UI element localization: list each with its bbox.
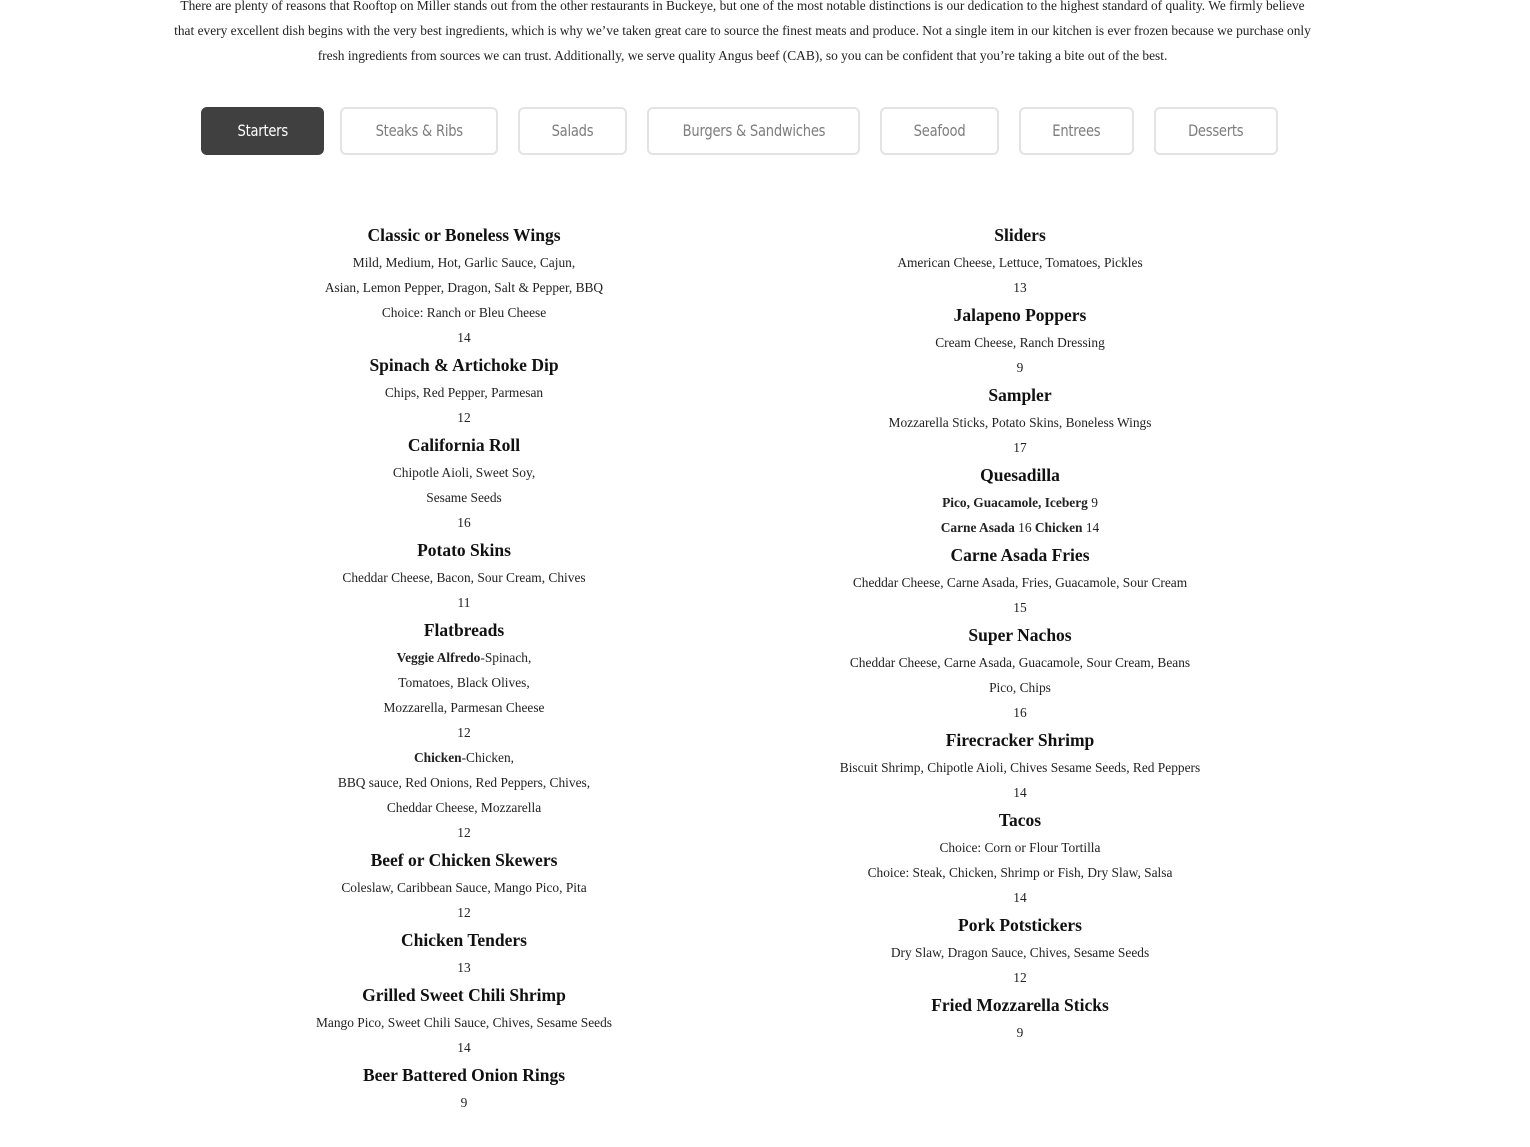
item-name: Sliders	[994, 225, 1046, 245]
tab-label: Entrees	[1052, 121, 1101, 140]
tab-starters[interactable]	[201, 107, 324, 155]
menu-item	[234, 535, 694, 615]
item-name: Chicken Tenders	[401, 930, 527, 950]
menu-item	[790, 990, 1250, 1045]
item-description: Pico, Chips	[989, 680, 1051, 695]
item-price: 12	[457, 410, 471, 425]
item-description: Mozzarella Sticks, Potato Skins, Boneless Wings	[888, 415, 1152, 430]
menu-item	[790, 725, 1250, 805]
item-description: Biscuit Shrimp, Chipotle Aioli, Chives Sesame Seeds, Red Peppers	[839, 760, 1201, 775]
item-description: Tomatoes, Black Olives,	[398, 675, 530, 690]
sub-item-name: Chicken	[413, 750, 462, 765]
tab-burgers-sandwiches[interactable]	[647, 107, 860, 155]
item-description: Sesame Seeds	[426, 490, 502, 505]
sub-item-name: Veggie Alfredo	[396, 650, 481, 665]
tab-desserts[interactable]	[1154, 107, 1278, 155]
item-name: Beer Battered Onion Rings	[362, 1065, 566, 1085]
item-price: 9	[460, 1095, 468, 1110]
menu-column-left	[234, 220, 694, 1115]
item-description	[234, 745, 694, 770]
item-name: California Roll	[407, 435, 521, 455]
tab-label: Burgers & Sandwiches	[682, 121, 825, 140]
tab-salads[interactable]	[518, 107, 627, 155]
item-price: 12	[457, 825, 471, 840]
item-price: 14	[457, 1040, 471, 1055]
item-description: Mango Pico, Sweet Chili Sauce, Chives, Sesame Seeds	[315, 1015, 613, 1030]
item-description: Coleslaw, Caribbean Sauce, Mango Pico, Pita	[341, 880, 587, 895]
tab-steaks-ribs[interactable]	[340, 107, 498, 155]
tab-seafood[interactable]	[880, 107, 999, 155]
menu-item	[234, 980, 694, 1060]
item-price: 9	[1016, 360, 1024, 375]
menu-item	[790, 380, 1250, 460]
item-price: 14	[1013, 785, 1027, 800]
item-description: Choice: Steak, Chicken, Shrimp or Fish, Dry Slaw, Salsa	[867, 865, 1173, 880]
tab-label: Starters	[237, 121, 288, 140]
item-price: 17	[1013, 440, 1027, 455]
item-description: Cheddar Cheese, Carne Asada, Fries, Guacamole, Sour Cream	[852, 575, 1188, 590]
tab-label: Steaks & Ribs	[375, 121, 463, 140]
item-name: Potato Skins	[417, 540, 511, 560]
menu-item	[234, 430, 694, 535]
item-price: 9	[1016, 1025, 1024, 1040]
item-name: Grilled Sweet Chili Shrimp	[362, 985, 566, 1005]
menu-item	[234, 350, 694, 430]
menu-item	[790, 220, 1250, 300]
menu-item	[234, 1060, 694, 1115]
item-price: 16	[1013, 705, 1027, 720]
item-name: Jalapeno Poppers	[953, 305, 1087, 325]
tab-label: Seafood	[913, 121, 966, 140]
item-name: Tacos	[998, 810, 1042, 830]
item-price: 14	[1013, 890, 1027, 905]
item-description: BBQ sauce, Red Onions, Red Peppers, Chives,	[337, 775, 591, 790]
item-description: Cheddar Cheese, Bacon, Sour Cream, Chives	[342, 570, 586, 585]
item-description: Mild, Medium, Hot, Garlic Sauce, Cajun,	[352, 255, 576, 270]
menu-item	[790, 300, 1250, 380]
option-name: Chicken	[1034, 520, 1083, 535]
tab-entrees[interactable]	[1019, 107, 1134, 155]
menu-column-right	[790, 220, 1250, 1045]
menu-item	[790, 910, 1250, 990]
item-description: Cheddar Cheese, Mozzarella	[386, 800, 542, 815]
menu-item	[790, 805, 1250, 910]
tab-label: Desserts	[1188, 121, 1244, 140]
item-description: Cheddar Cheese, Carne Asada, Guacamole, Sour Cream, Beans	[849, 655, 1191, 670]
item-price: 15	[1013, 600, 1027, 615]
menu-item	[790, 540, 1250, 620]
item-price: 14	[457, 330, 471, 345]
item-price: 12	[457, 905, 471, 920]
item-price: 11	[457, 595, 471, 610]
item-description	[234, 645, 694, 670]
menu-item	[790, 620, 1250, 725]
item-description: Choice: Ranch or Bleu Cheese	[381, 305, 547, 320]
item-name: Pork Potstickers	[958, 915, 1082, 935]
option-price: 9	[1091, 495, 1098, 510]
sub-item-description: -Spinach,	[480, 650, 532, 665]
item-description: Chips, Red Pepper, Parmesan	[384, 385, 544, 400]
item-price: 13	[457, 960, 471, 975]
option-price: 14	[1085, 520, 1100, 535]
item-name: Super Nachos	[968, 625, 1072, 645]
item-option-line	[790, 490, 1250, 515]
item-price: 12	[457, 725, 471, 740]
option-name: Carne Asada	[940, 520, 1015, 535]
menu-item	[234, 925, 694, 980]
item-description: Mozzarella, Parmesan Cheese	[383, 700, 545, 715]
item-description: Asian, Lemon Pepper, Dragon, Salt & Pepper, BBQ	[324, 280, 604, 295]
option-price: 16	[1018, 520, 1032, 535]
menu-item	[234, 220, 694, 350]
item-name: Sampler	[988, 385, 1052, 405]
item-name: Carne Asada Fries	[950, 545, 1090, 565]
option-name: Pico, Guacamole, Iceberg	[942, 495, 1088, 510]
item-name: Flatbreads	[423, 620, 505, 640]
item-price: 12	[1013, 970, 1027, 985]
menu-item	[234, 845, 694, 925]
item-description: Chipotle Aioli, Sweet Soy,	[392, 465, 536, 480]
item-name: Beef or Chicken Skewers	[370, 850, 558, 870]
item-name: Fried Mozzarella Sticks	[931, 995, 1109, 1015]
sub-item-description: -Chicken,	[461, 750, 515, 765]
tab-label: Salads	[551, 121, 594, 140]
item-price: 13	[1013, 280, 1027, 295]
intro-paragraph: There are plenty of reasons that Rooftop on Miller stands out from the other restaurants in Buckeye, but one of the most notable distinctions is our dedication to the highest standard of quality. We firmly believe that every excellent dish begins with the very best ingredients, which is why we’ve taken great care to source the finest meats and produce. Not a single item in our kitchen is ever frozen because we purchase only fresh ingredients from sources we can trust. Additionally, we serve quality Angus beef (CAB), so you can be confident that you’re taking a bite out of the best.	[174, 0, 1311, 63]
menu-item	[790, 460, 1250, 540]
item-description: Choice: Corn or Flour Tortilla	[939, 840, 1101, 855]
item-name: Spinach & Artichoke Dip	[369, 355, 559, 375]
item-name: Classic or Boneless Wings	[367, 225, 561, 245]
item-description: Dry Slaw, Dragon Sauce, Chives, Sesame Seeds	[890, 945, 1150, 960]
item-name: Firecracker Shrimp	[945, 730, 1095, 750]
item-description: American Cheese, Lettuce, Tomatoes, Pickles	[897, 255, 1143, 270]
menu-item	[234, 615, 694, 845]
item-description: Cream Cheese, Ranch Dressing	[935, 335, 1105, 350]
item-price: 16	[457, 515, 471, 530]
item-name: Quesadilla	[980, 465, 1060, 485]
item-option-line	[790, 515, 1250, 540]
